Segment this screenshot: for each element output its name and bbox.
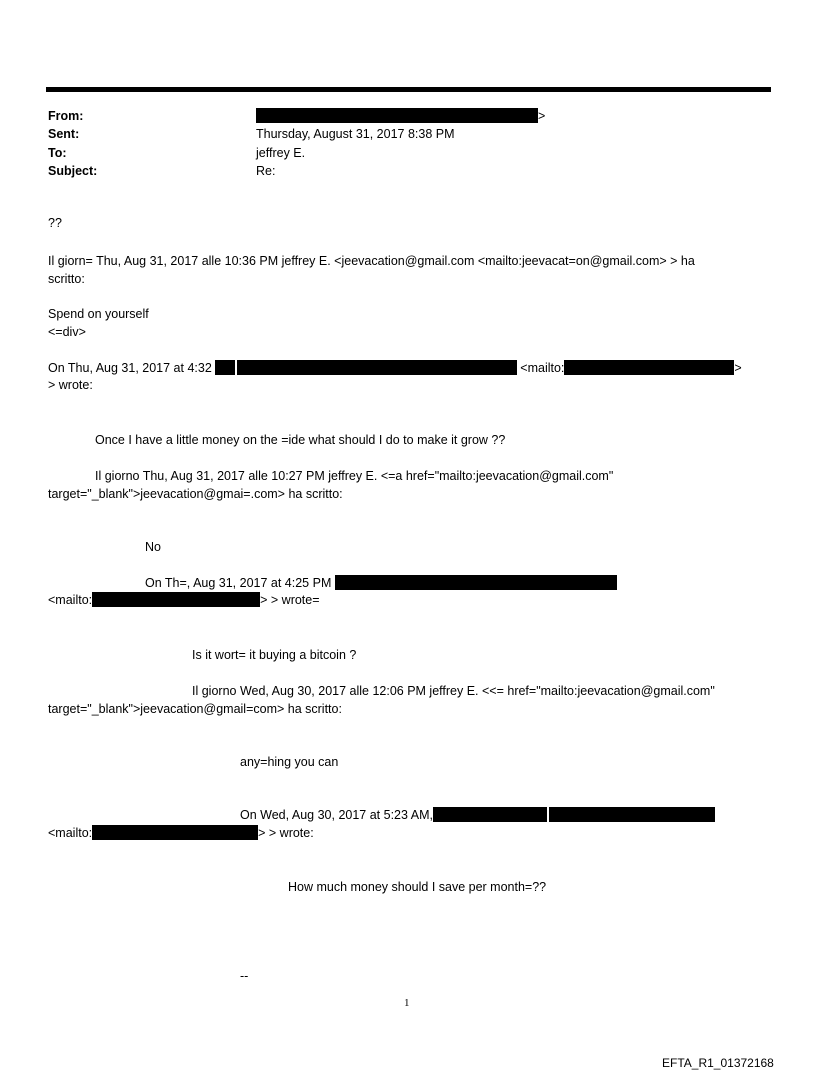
redaction-block	[549, 807, 715, 822]
redaction-block	[237, 360, 517, 375]
body-line: target="_blank">jeevacation@gmai=.com> ha scritto:	[48, 487, 343, 501]
body-line: scritto:	[48, 272, 85, 286]
from-value	[256, 108, 545, 125]
body-line: Is it wort= it buying a bitcoin ?	[192, 648, 357, 662]
body-text: On Wed, Aug 30, 2017 at 5:23 AM,	[240, 808, 433, 822]
body-text: <mailto:	[48, 826, 93, 840]
redaction-block	[335, 575, 617, 590]
subject-value: Re:	[256, 164, 276, 178]
body-text: On Thu, Aug 31, 2017 at 4:32	[48, 361, 212, 375]
quoted-header-line	[240, 807, 715, 824]
sent-label: Sent:	[48, 127, 80, 141]
page-number: 1	[404, 997, 410, 1009]
to-value: jeffrey E.	[256, 146, 306, 160]
to-label: To:	[48, 146, 67, 160]
body-line: Il giorno Wed, Aug 30, 2017 alle 12:06 PM jeffrey E. <<= href="mailto:jeevacation@gmail.com"	[192, 684, 715, 698]
quoted-header-line	[48, 592, 320, 609]
header-rule	[46, 87, 771, 92]
body-text: <mailto:	[520, 361, 565, 375]
body-text: On Th=, Aug 31, 2017 at 4:25 PM	[145, 576, 332, 590]
body-line: Il giorn= Thu, Aug 31, 2017 alle 10:36 PM jeffrey E. <jeevacation@gmail.com <mailto:jeevacat=on@gmail.com> > ha	[48, 254, 695, 268]
from-label: From:	[48, 109, 84, 123]
redaction-block	[564, 360, 734, 375]
body-line: ??	[48, 216, 62, 230]
document-id: EFTA_R1_01372168	[662, 1056, 774, 1070]
redaction-block	[92, 592, 260, 607]
body-line: --	[240, 969, 249, 983]
body-line: <=div>	[48, 325, 86, 339]
body-text: <mailto:	[48, 593, 93, 607]
body-line: target="_blank">jeevacation@gmail=com> ha scritto:	[48, 702, 342, 716]
body-text: > > wrote:	[258, 826, 314, 840]
body-line: How much money should I save per month=??	[288, 880, 547, 894]
body-line: Il giorno Thu, Aug 31, 2017 alle 10:27 PM jeffrey E. <=a href="mailto:jeevacation@gmail.com"	[95, 469, 614, 483]
quoted-header-line	[48, 360, 742, 377]
body-line: any=hing you can	[240, 755, 339, 769]
body-line: > wrote:	[48, 378, 93, 392]
from-suffix: >	[538, 109, 546, 123]
body-line: Spend on yourself	[48, 307, 149, 321]
sent-value: Thursday, August 31, 2017 8:38 PM	[256, 127, 455, 141]
redaction-block	[256, 108, 538, 123]
body-text: >	[734, 361, 742, 375]
redaction-block	[92, 825, 258, 840]
body-text: > > wrote=	[260, 593, 320, 607]
quoted-header-line	[48, 825, 314, 842]
subject-label: Subject:	[48, 164, 98, 178]
quoted-header-line	[145, 575, 617, 592]
body-line: Once I have a little money on the =ide what should I do to make it grow ??	[95, 433, 506, 447]
redaction-block	[433, 807, 547, 822]
redaction-block	[215, 360, 235, 375]
body-line: No	[145, 540, 161, 554]
